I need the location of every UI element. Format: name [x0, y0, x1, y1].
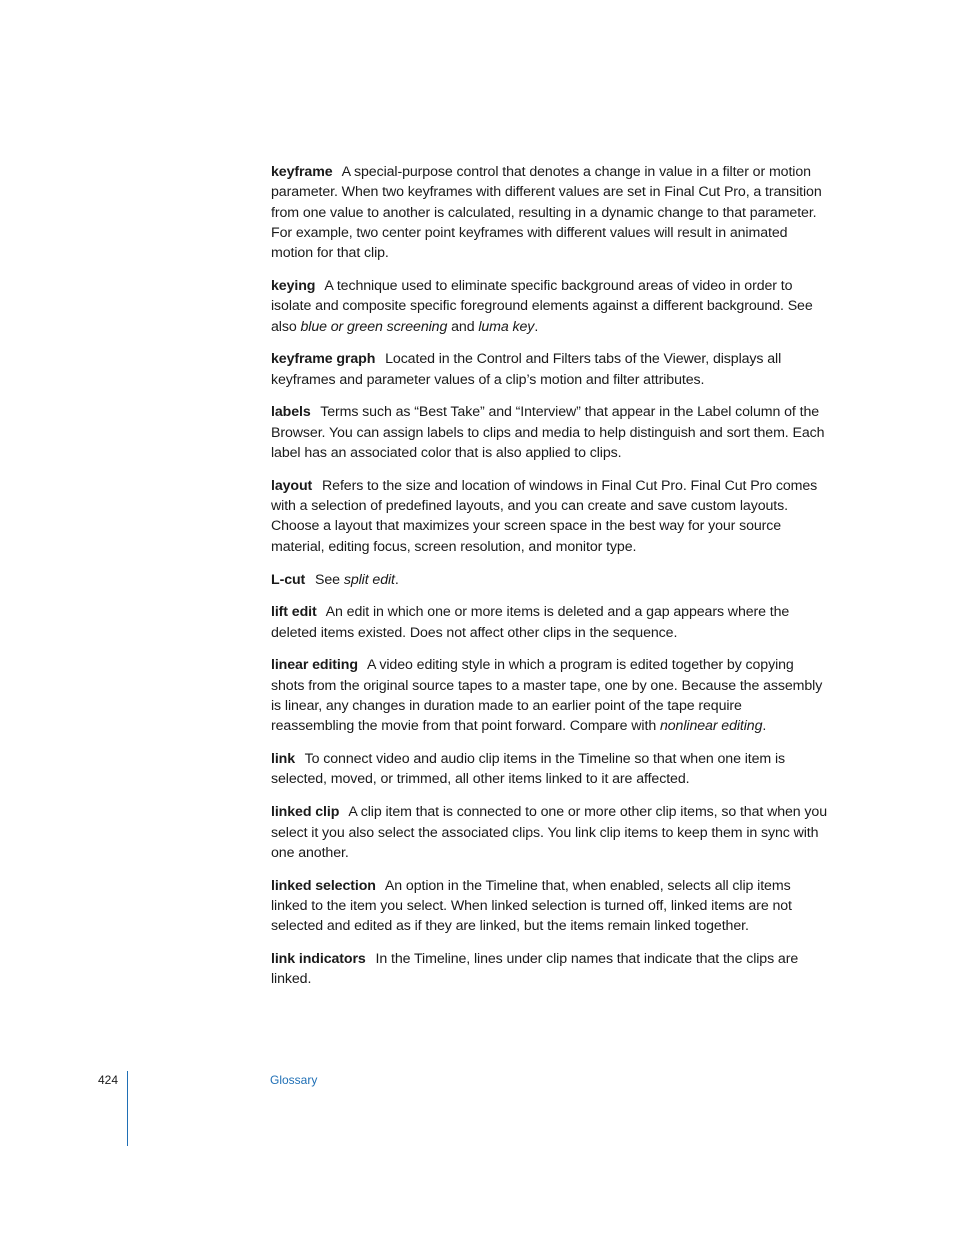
glossary-term: linear editing	[271, 657, 358, 674]
glossary-entry-labels	[271, 402, 827, 463]
cross-reference: nonlinear editing	[659, 718, 763, 735]
glossary-definition: An option in the Timeline that, when enabled, selects all clip items linked to the item you select. When linked selection is turned off, linked items are not selected and edited as if they are linked, but the items remain linked together.	[271, 877, 792, 935]
glossary-term: keyframe	[271, 164, 333, 180]
glossary-entry-keyframe	[271, 162, 827, 263]
glossary-definition: A technique used to eliminate specific background areas of video in order to isolate and composite specific foreground elements against a different background. See also	[271, 277, 813, 335]
glossary-term: L-cut	[271, 571, 306, 588]
glossary-term: link indicators	[271, 951, 366, 967]
glossary-entry-link	[271, 749, 827, 790]
glossary-entry-keying	[271, 276, 827, 337]
glossary-entry-linked-clip	[271, 802, 827, 863]
glossary-definition: A clip item that is connected to one or more other clip items, so that when you select it you also select the associated clips. You link clip items to keep them in sync with one another.	[271, 804, 828, 861]
section-name: Glossary	[270, 1073, 318, 1087]
glossary-entry-linked-selection	[271, 876, 827, 937]
page-number: 424	[98, 1073, 119, 1087]
cross-reference: luma key	[478, 318, 535, 335]
glossary-entry-l-cut	[271, 570, 827, 590]
glossary-term: keyframe graph	[271, 351, 376, 368]
glossary-term: labels	[271, 404, 311, 421]
glossary-entry-lift-edit	[271, 602, 827, 643]
glossary-definition: An edit in which one or more items is deleted and a gap appears where the deleted items existed. Does not affect other clips in the sequence.	[271, 604, 790, 641]
glossary-definition: In the Timeline, lines under clip names that indicate that the clips are linked.	[271, 951, 799, 988]
glossary-entry-layout	[271, 476, 827, 557]
glossary-term: link	[271, 751, 296, 768]
cross-reference: blue or green screening	[300, 318, 448, 335]
glossary-term: layout	[271, 477, 313, 494]
glossary-definition-connector: and	[451, 318, 475, 335]
glossary-definition: A special-purpose control that denotes a change in value in a filter or motion parameter. When two keyframes with different values are set in Final Cut Pro, a transition from one value to another is calculated, resulting in a dynamic change to that parameter. For example, two center point keyframes with different values will result in animated motion for that clip.	[271, 164, 822, 262]
glossary-definition: Refers to the size and location of windows in Final Cut Pro. Final Cut Pro comes with a selection of predefined layouts, and you can create and save custom layouts. Choose a layout that maximizes your screen space in the best way for your source material, editing focus, screen resolution, and monitor type.	[271, 477, 818, 555]
glossary-definition-end: .	[534, 318, 539, 335]
glossary-term: lift edit	[271, 604, 317, 621]
glossary-term: keying	[271, 277, 316, 294]
glossary-entry-linear-editing	[271, 655, 827, 736]
glossary-content	[271, 162, 827, 1002]
glossary-definition-end: .	[762, 718, 767, 735]
glossary-definition: Located in the Control and Filters tabs of the Viewer, displays all keyframes and parameter values of a clip’s motion and filter attributes.	[271, 351, 782, 388]
glossary-term: linked selection	[271, 877, 376, 894]
glossary-term: linked clip	[271, 804, 340, 821]
glossary-definition: See	[315, 571, 340, 588]
glossary-definition: A video editing style in which a program is edited together by copying shots from the original source tapes to a master tape, one by one. Because the assembly is linear, any changes in duration made to an earlier point of the tape require reassembling the movie from that point forward. Compare with	[271, 657, 823, 735]
footer-divider	[127, 1071, 128, 1146]
glossary-definition: To connect video and audio clip items in the Timeline so that when one item is selected, moved, or trimmed, all other items linked to it are affected.	[271, 751, 786, 788]
cross-reference: split edit	[343, 571, 395, 588]
glossary-entry-keyframe-graph	[271, 349, 827, 390]
glossary-entry-link-indicators	[271, 949, 827, 990]
glossary-definition-end: .	[394, 571, 399, 588]
glossary-definition: Terms such as “Best Take” and “Interview” that appear in the Label column of the Browser. You can assign labels to clips and media to help distinguish and sort them. Each label has an associated color that is also applied to clips.	[271, 404, 825, 462]
